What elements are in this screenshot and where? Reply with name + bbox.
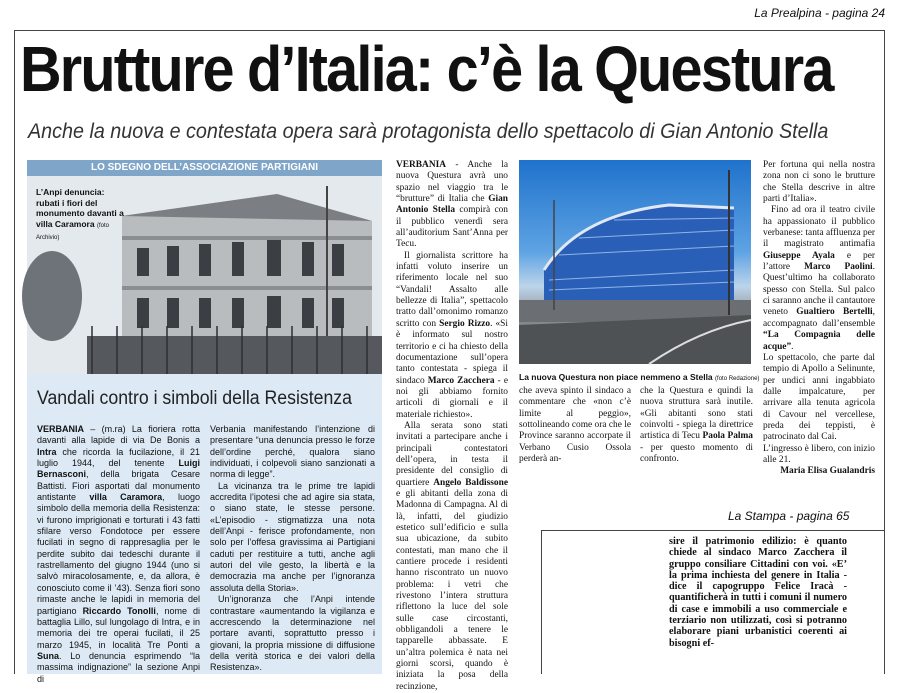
article-subheadline: Anche la nuova e contestata opera sarà protagonista dello spettacolo di Gian Antonio Stella (28, 120, 829, 143)
sidebar-banner: LO SDEGNO DELL’ASSOCIAZIONE PARTIGIANI (27, 160, 382, 176)
questura-photo-caption: La nuova Questura non piace nemmeno a Stella (foto Redazione) (519, 372, 760, 382)
sidebar-column-2: Verbania manifestando l’intenzione di presentare “una denuncia presso le forze dell’ordine perché, qualora siano individuati, i colpevoli siano sanzionati a norma di legge”. La vicinanza tra le prime tre lapidi accredita l’ipotesi che ad agire sia stata, o siano state, le stesse persone. «L’episodio - stigmatizza una nota dell’Anpi - ferisce profondamente, non solo per l’offesa gravissima ai Partigiani caduti per restituire a tutti, anche agli autori del vile gesto, la libertà e la democrazia ma anche per l’ignoranza assoluta della Storia». Un’ignoranza che l’Anpi intende contrastare «aumentando la vigilanza e accrescendo la determinazione nel portare avanti, soprattutto presso i giovani, la propria missione di diffusione della verità storica e dei valori della Resistenza». (210, 424, 375, 673)
questura-photo (519, 160, 751, 364)
villa-photo-caption: L’Anpi denuncia: rubati i fiori del monumento davanti a villa Caramora (foto Archivio) (36, 187, 124, 241)
second-clipping-text: sire il patrimonio edilizio: è quanto chiede al sindaco Marco Zacchera il gruppo consiliare Cittadini con voi. «E’ la prima inchiesta del genere in Italia - dice il capogruppo Felice Iracà - quantificherà in tutti i comuni il numero di case e immobili a uso commerciale e terziario non utilizzati, così si potranno elaborare piani urbanistici coerenti ai bisogni ef- (669, 536, 847, 649)
sidebar-title: Vandali contro i simboli della Resistenza (37, 388, 352, 409)
main-column-1: VERBANIA - Anche la nuova Questura avrà uno spazio nel viaggio tra le “brutture” di Italia che Gian Antonio Stella compirà con il pubblico venerdì sera all’auditorium Sant’Anna per Tecu. Il giornalista scrittore ha infatti voluto inserire un riferimento locale nel suo “Vandali! Assalto alle bellezze di Italia”, spettacolo tratto dall’omonimo romanzo scritto con Sergio Rizzo. «Si è informato sul nostro territorio e ci ha chiesto della documentazione sull’opera tanto contestata - spiega il sindaco Marco Zacchera - e noi gli abbiamo fornito articoli di giornali e il materiale richiesto». Alla serata sono stati invitati a partecipare anche i principali contestatori dell’opera, in testa il presidente del consiglio di quartiere Angelo Baldissone e gli abitanti della zona di Madonna di Campagna. Al di là, infatti, del giudizio estetico sull’edificio e sulla sua ubicazione, da subito contestati, man mano che il cantiere procede i residenti hanno riscontrato un nuovo problema: i vetri che rivestono l’intera struttura riflettono la luce del sole sulle case circostanti, obbligandoli a tenere le tapparelle abbassate. E un’altra polemica è nata nei giorni scorsi, quando è iniziata la posa della recinzione, (396, 160, 508, 692)
photo-credit: (foto Archivio) (36, 222, 109, 241)
main-column-3: che la Questura e quindi la nuova struttura sarà inutile. «Gli abitanti sono stati coinvolti - spiega la direttrice artistica di Tecu Paola Palma - per questo momento di confronto. (640, 386, 753, 465)
photo-credit: (foto Redazione) (715, 376, 760, 382)
questura-illustration (519, 160, 751, 364)
source-label-lastampa: La Stampa - pagina 65 (728, 509, 850, 523)
article-headline: Brutture d’Italia: c’è la Questura (20, 33, 833, 105)
main-column-4: Per fortuna qui nella nostra zona non ci sono le brutture che Stella descrive in altre parti d’Italia». Fino ad ora il teatro civile ha appassionato il pubblico verbanese: tanta affluenza per il magistrato antimafia Giuseppe Ayala e per l’attore Marco Paolini. Quest’ultimo ha collaborato spesso con Stella. Sul palco ci saranno anche il cantautore veneto Gualtiero Bertelli, accompagnato dall’ensemble “La Compagnia delle acque”. Lo spettacolo, che parte dal tempio di Apollo a Selinunte, per undici anni ingabbiato dalle impalcature, per arrivare alla tenuta agricola di Cavour nel vercellese, preda dei teppisti, è patrocinato dal Cai. L’ingresso è libero, con inizio alle 21. Maria Elisa Gualandris (763, 160, 876, 477)
source-label-prealpina: La Prealpina - pagina 24 (754, 6, 885, 20)
sidebar-column-1: VERBANIA – (m.ra) La fioriera rotta davanti alla lapide di via De Bonis a Intra che ricorda la fucilazione, il 21 luglio 1944, del tenente Luigi Bernasconi, della brigata Cesare Battisti. Fiori asportati dal monumento antistante villa Caramora, luogo simbolo della memoria della Resistenza: vi furono imprigionati e torturati i 43 fatti sfilare verso Fondotoce per essere fucilati in segno di rappresaglia per le perdite subito dai tedeschi durante il rastrellamento del giugno 1944 (uno si salvò miracolosamente, e, da allora, è conosciuto come il ’43). Senza fiori sono rimaste anche le lapidi in memoria del partigiano Riccardo Tonolli, nome di battaglia Lillo, sul lungolago di Intra, e in memoria dei tre operai fucilati, il 25 marzo 1945, in località Tre Ponti a Suna. Lo denuncia esprimendo “la massima indignazione” la sezione Anpi di (37, 424, 201, 684)
article-signature: Maria Elisa Gualandris (780, 466, 875, 477)
main-column-2: che aveva spinto il sindaco a commentare che «non c’è limite al peggio», sottolineando come ora che le Province saranno accorpate il Verbano Cusio Ossola perderà an- (519, 386, 631, 465)
